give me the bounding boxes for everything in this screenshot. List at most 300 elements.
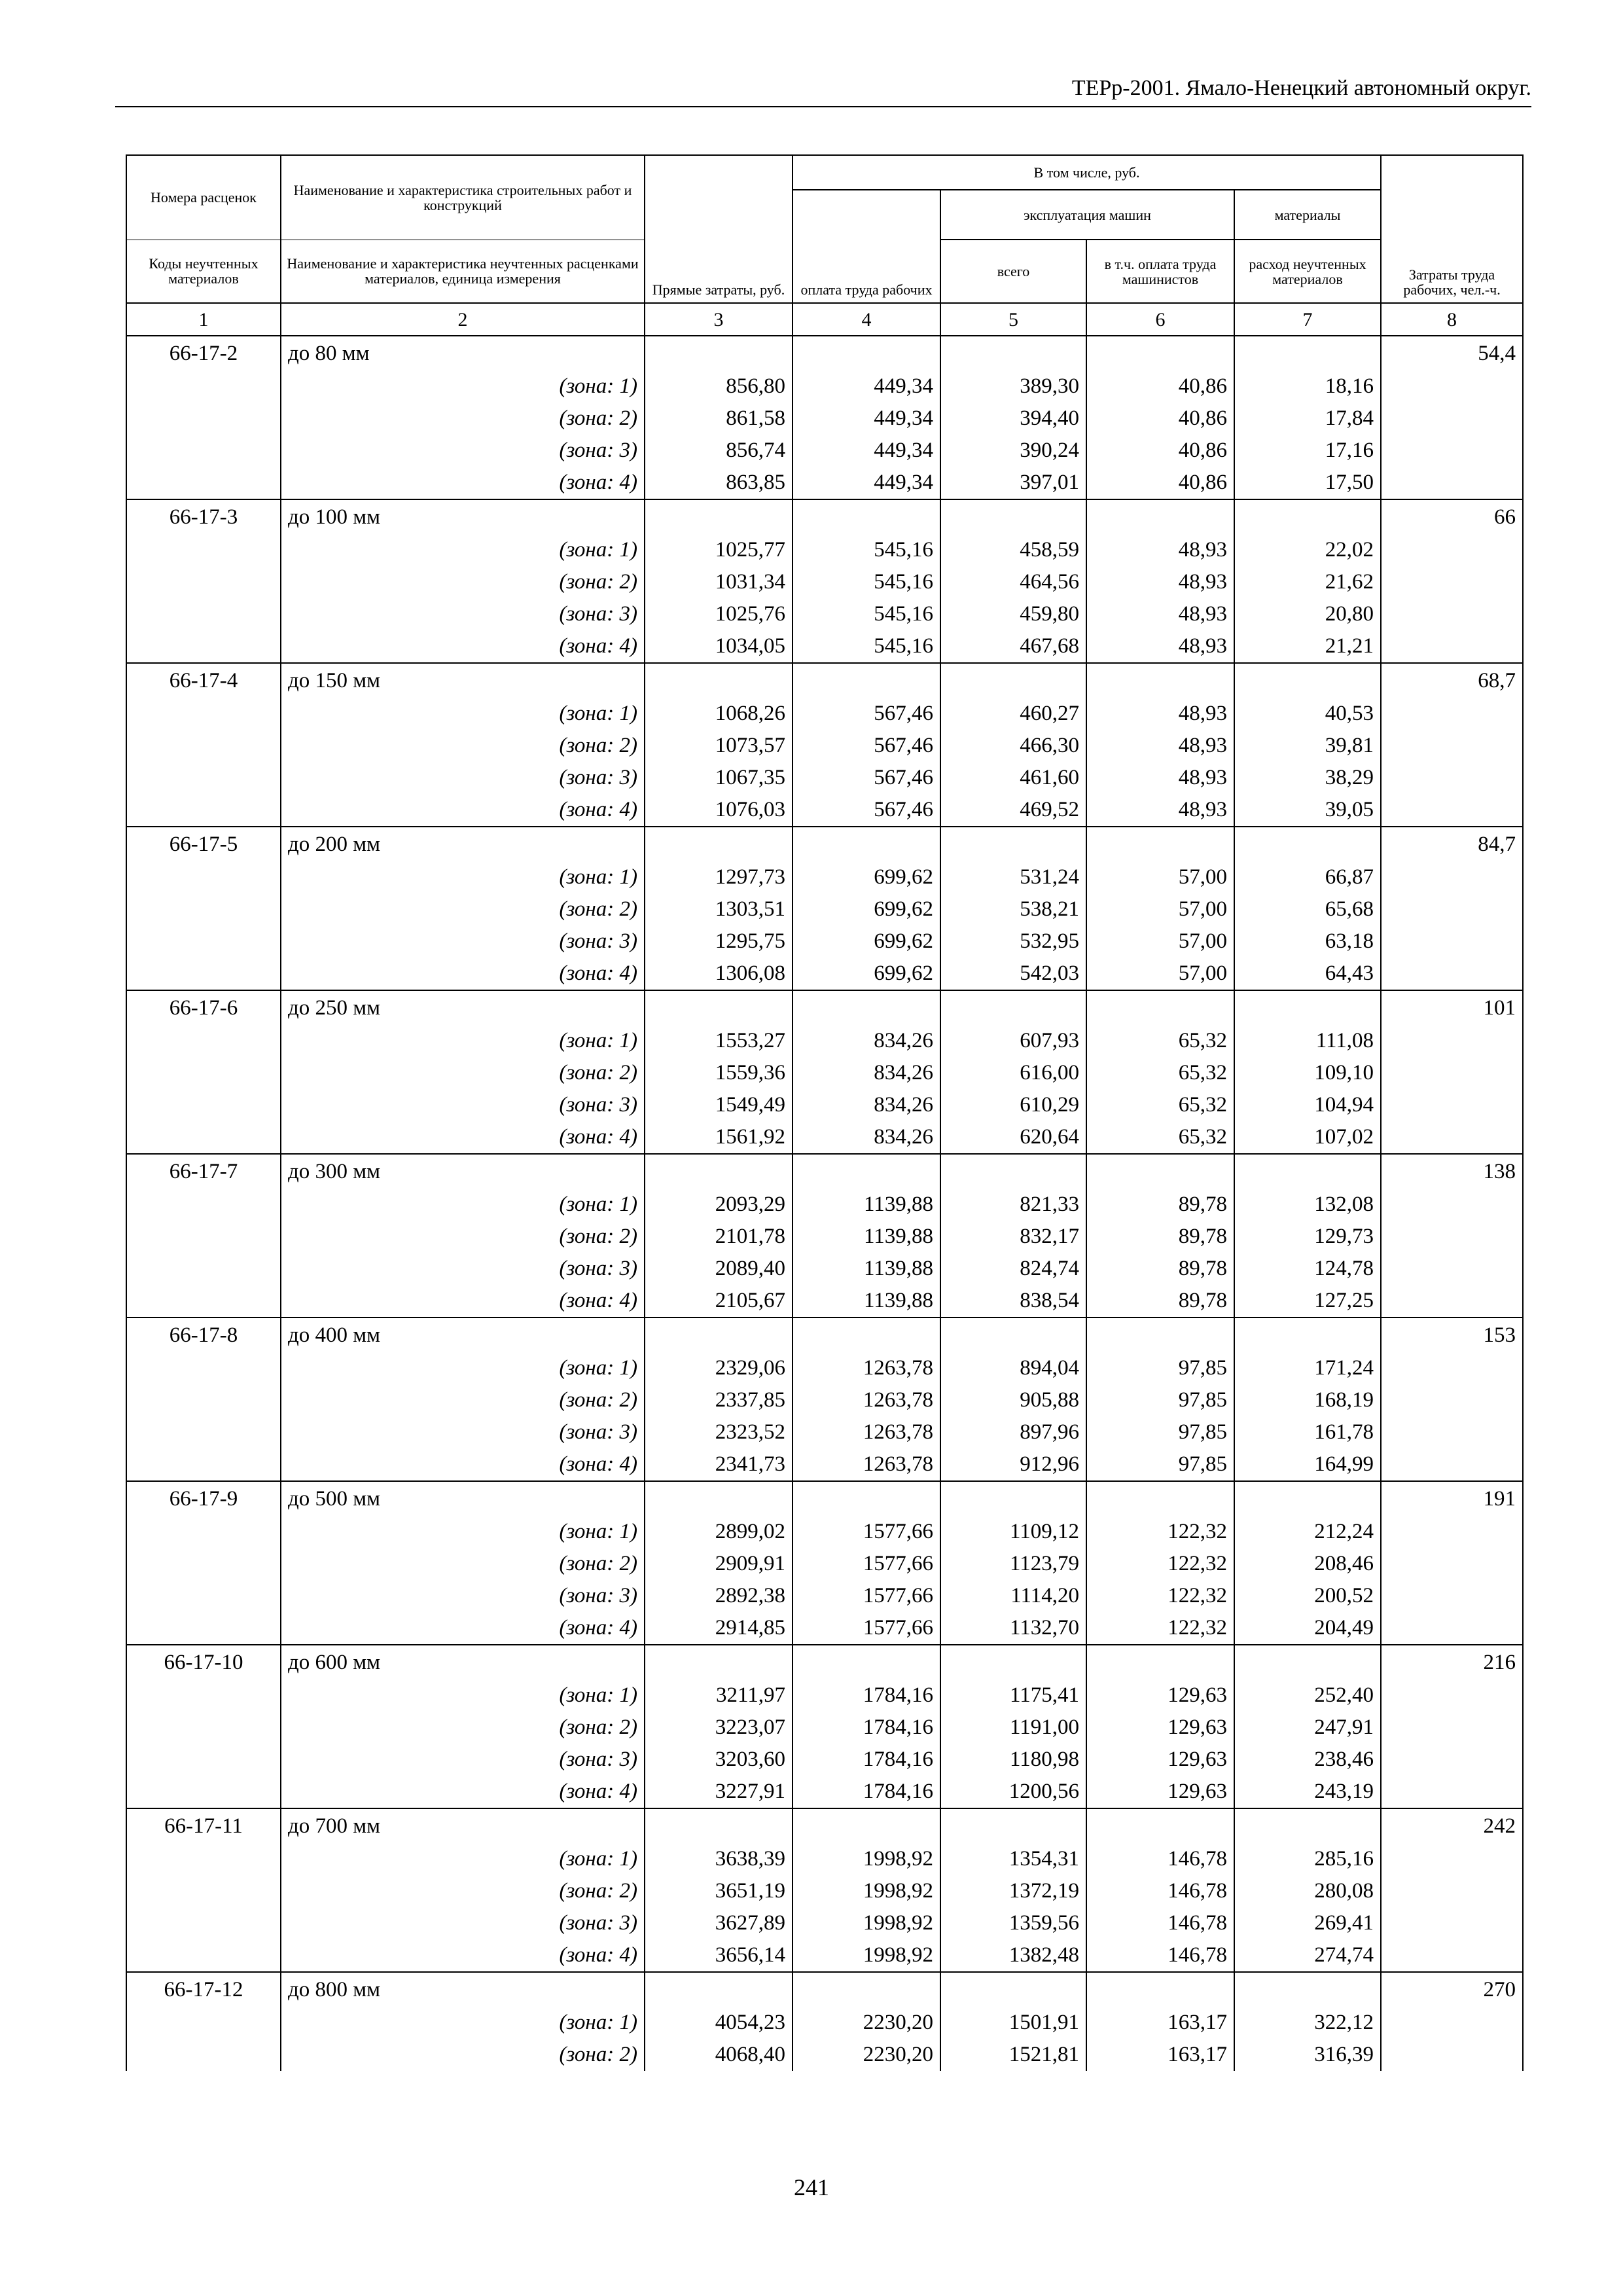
direct-costs: 861,58 [645,403,793,435]
empty-cell [1381,1089,1523,1121]
materials-cost: 200,52 [1234,1580,1381,1612]
machines-total: 390,24 [940,435,1086,467]
direct-costs: 1553,27 [645,1025,793,1057]
machines-total: 912,96 [940,1448,1086,1481]
header-rate-numbers: Номера расценок [126,155,281,240]
header-blank [1381,155,1523,190]
empty-cell [126,630,281,663]
direct-costs: 856,80 [645,370,793,403]
materials-cost: 65,68 [1234,893,1381,925]
direct-costs: 1031,34 [645,566,793,598]
machines-total: 458,59 [940,534,1086,566]
worker-wages: 1784,16 [793,1744,940,1776]
worker-wages: 1263,78 [793,1448,940,1481]
column-number: 8 [1381,303,1523,336]
worker-wages: 1998,92 [793,1875,940,1907]
rate-code: 66-17-4 [126,663,281,698]
machines-total: 1123,79 [940,1548,1086,1580]
worker-wages: 449,34 [793,467,940,499]
rate-name: до 800 мм [281,1972,645,2007]
operator-wages: 129,63 [1086,1679,1234,1712]
worker-wages: 2230,20 [793,2039,940,2071]
zone-label: (зона: 3) [281,1580,645,1612]
empty-cell [126,1516,281,1548]
rate-row [126,499,1523,534]
materials-cost: 104,94 [1234,1089,1381,1121]
empty-cell [126,1221,281,1253]
empty-cell [1381,1843,1523,1875]
rate-code: 66-17-8 [126,1318,281,1352]
machines-total: 616,00 [940,1057,1086,1089]
machines-total: 1175,41 [940,1679,1086,1712]
direct-costs: 2105,67 [645,1285,793,1318]
empty-cell [940,1808,1086,1843]
empty-cell [1234,1154,1381,1189]
materials-cost: 274,74 [1234,1939,1381,1972]
empty-cell [1086,990,1234,1025]
rate-code: 66-17-3 [126,499,281,534]
empty-cell [645,1318,793,1352]
worker-wages: 449,34 [793,370,940,403]
operator-wages: 40,86 [1086,435,1234,467]
empty-cell [645,990,793,1025]
zone-row [126,1843,1523,1875]
header-work-name: Наименование и характеристика строительных работ и конструкций [281,155,645,240]
zone-label: (зона: 2) [281,403,645,435]
machines-total: 607,93 [940,1025,1086,1057]
worker-wages: 449,34 [793,403,940,435]
empty-cell [126,435,281,467]
empty-cell [940,1154,1086,1189]
header-machines-total: всего [940,240,1086,303]
machines-total: 1382,48 [940,1939,1086,1972]
empty-cell [940,336,1086,370]
empty-cell [1234,663,1381,698]
empty-cell [940,1645,1086,1679]
zone-label: (зона: 2) [281,1384,645,1416]
header-blank [793,190,940,240]
rate-code: 66-17-10 [126,1645,281,1679]
materials-cost: 252,40 [1234,1679,1381,1712]
machines-total: 1132,70 [940,1612,1086,1645]
worker-wages: 1139,88 [793,1253,940,1285]
machines-total: 459,80 [940,598,1086,630]
empty-cell [126,730,281,762]
direct-costs: 2899,02 [645,1516,793,1548]
column-number: 4 [793,303,940,336]
empty-cell [1381,1121,1523,1154]
direct-costs: 1025,77 [645,534,793,566]
zone-label: (зона: 4) [281,1448,645,1481]
operator-wages: 40,86 [1086,467,1234,499]
operator-wages: 97,85 [1086,1384,1234,1416]
column-number: 1 [126,303,281,336]
materials-cost: 164,99 [1234,1448,1381,1481]
zone-row [126,861,1523,893]
materials-cost: 40,53 [1234,698,1381,730]
empty-cell [1234,1318,1381,1352]
rate-name: до 600 мм [281,1645,645,1679]
operator-wages: 129,63 [1086,1776,1234,1808]
empty-cell [1381,1712,1523,1744]
empty-cell [1381,534,1523,566]
materials-cost: 208,46 [1234,1548,1381,1580]
empty-cell [126,698,281,730]
empty-cell [126,1907,281,1939]
operator-wages: 57,00 [1086,893,1234,925]
rate-name: до 150 мм [281,663,645,698]
materials-cost: 243,19 [1234,1776,1381,1808]
empty-cell [1234,336,1381,370]
labor-costs: 101 [1381,990,1523,1025]
column-number: 5 [940,303,1086,336]
zone-row [126,2007,1523,2039]
direct-costs: 856,74 [645,435,793,467]
zone-row [126,1679,1523,1712]
empty-cell [1381,566,1523,598]
empty-cell [1086,1481,1234,1516]
empty-cell [793,1318,940,1352]
materials-cost: 17,16 [1234,435,1381,467]
empty-cell [793,499,940,534]
worker-wages: 1139,88 [793,1221,940,1253]
zone-label: (зона: 3) [281,435,645,467]
empty-cell [126,1352,281,1384]
operator-wages: 163,17 [1086,2039,1234,2071]
rates-table [126,154,1524,2071]
operator-wages: 122,32 [1086,1548,1234,1580]
zone-label: (зона: 3) [281,1744,645,1776]
rate-name: до 300 мм [281,1154,645,1189]
direct-costs: 1549,49 [645,1089,793,1121]
zone-label: (зона: 4) [281,1776,645,1808]
empty-cell [1086,1808,1234,1843]
zone-row [126,1253,1523,1285]
zone-row [126,1939,1523,1972]
header-material-consumption: расход неучтенных материалов [1234,240,1381,303]
materials-cost: 38,29 [1234,762,1381,794]
zone-label: (зона: 2) [281,730,645,762]
header-in-total: В том числе, руб. [793,155,1381,190]
empty-cell [1381,925,1523,958]
zone-row [126,566,1523,598]
rate-row [126,663,1523,698]
rate-code: 66-17-12 [126,1972,281,2007]
empty-cell [645,1481,793,1516]
empty-cell [645,827,793,861]
direct-costs: 1034,05 [645,630,793,663]
zone-label: (зона: 1) [281,1025,645,1057]
machines-total: 1372,19 [940,1875,1086,1907]
direct-costs: 1306,08 [645,958,793,990]
empty-cell [126,1776,281,1808]
empty-cell [126,1744,281,1776]
operator-wages: 89,78 [1086,1221,1234,1253]
direct-costs: 2101,78 [645,1221,793,1253]
materials-cost: 280,08 [1234,1875,1381,1907]
worker-wages: 449,34 [793,435,940,467]
empty-cell [126,598,281,630]
empty-cell [1381,1679,1523,1712]
empty-cell [940,1972,1086,2007]
worker-wages: 834,26 [793,1057,940,1089]
operator-wages: 65,32 [1086,1025,1234,1057]
operator-wages: 146,78 [1086,1843,1234,1875]
materials-cost: 127,25 [1234,1285,1381,1318]
direct-costs: 1559,36 [645,1057,793,1089]
operator-wages: 129,63 [1086,1712,1234,1744]
machines-total: 1200,56 [940,1776,1086,1808]
column-numbers-row [126,303,1523,336]
empty-cell [1381,1875,1523,1907]
machines-total: 894,04 [940,1352,1086,1384]
operator-wages: 40,86 [1086,370,1234,403]
empty-cell [793,1481,940,1516]
empty-cell [126,403,281,435]
worker-wages: 699,62 [793,861,940,893]
worker-wages: 1577,66 [793,1516,940,1548]
zone-row [126,1285,1523,1318]
direct-costs: 3223,07 [645,1712,793,1744]
empty-cell [940,663,1086,698]
direct-costs: 2093,29 [645,1189,793,1221]
operator-wages: 122,32 [1086,1612,1234,1645]
worker-wages: 1577,66 [793,1548,940,1580]
empty-cell [126,958,281,990]
direct-costs: 1025,76 [645,598,793,630]
zone-label: (зона: 4) [281,1121,645,1154]
zone-label: (зона: 4) [281,630,645,663]
empty-cell [793,827,940,861]
empty-cell [126,467,281,499]
rate-row [126,336,1523,370]
labor-costs: 216 [1381,1645,1523,1679]
header-blank [645,190,793,240]
zone-label: (зона: 2) [281,1057,645,1089]
machines-total: 1114,20 [940,1580,1086,1612]
materials-cost: 18,16 [1234,370,1381,403]
empty-cell [1234,1808,1381,1843]
zone-row [126,958,1523,990]
zone-row [126,1089,1523,1121]
materials-cost: 21,21 [1234,630,1381,663]
worker-wages: 699,62 [793,958,940,990]
empty-cell [126,1712,281,1744]
zone-label: (зона: 4) [281,1612,645,1645]
operator-wages: 97,85 [1086,1352,1234,1384]
empty-cell [793,663,940,698]
materials-cost: 66,87 [1234,861,1381,893]
zone-row [126,1744,1523,1776]
operator-wages: 48,93 [1086,762,1234,794]
direct-costs: 3656,14 [645,1939,793,1972]
empty-cell [126,1875,281,1907]
empty-cell [126,1679,281,1712]
empty-cell [1381,1253,1523,1285]
direct-costs: 2892,38 [645,1580,793,1612]
empty-cell [645,663,793,698]
empty-cell [1381,958,1523,990]
empty-cell [1381,1516,1523,1548]
machines-total: 389,30 [940,370,1086,403]
zone-label: (зона: 1) [281,698,645,730]
zone-label: (зона: 2) [281,1548,645,1580]
empty-cell [1381,1285,1523,1318]
empty-cell [1381,893,1523,925]
empty-cell [1234,990,1381,1025]
empty-cell [1234,827,1381,861]
zone-row [126,598,1523,630]
zone-label: (зона: 1) [281,1189,645,1221]
direct-costs: 2341,73 [645,1448,793,1481]
empty-cell [126,794,281,827]
empty-cell [1381,1448,1523,1481]
zone-row [126,1352,1523,1384]
worker-wages: 1998,92 [793,1939,940,1972]
materials-cost: 132,08 [1234,1189,1381,1221]
zone-row [126,534,1523,566]
direct-costs: 863,85 [645,467,793,499]
table-header [126,155,1523,336]
machines-total: 1359,56 [940,1907,1086,1939]
empty-cell [940,827,1086,861]
empty-cell [1381,730,1523,762]
rate-row [126,1154,1523,1189]
zone-row [126,794,1523,827]
empty-cell [126,1285,281,1318]
empty-cell [645,499,793,534]
operator-wages: 146,78 [1086,1939,1234,1972]
empty-cell [1381,2039,1523,2071]
operator-wages: 146,78 [1086,1907,1234,1939]
rate-name: до 700 мм [281,1808,645,1843]
zone-label: (зона: 1) [281,861,645,893]
empty-cell [126,1025,281,1057]
machines-total: 397,01 [940,467,1086,499]
labor-costs: 242 [1381,1808,1523,1843]
rate-row [126,827,1523,861]
worker-wages: 1139,88 [793,1189,940,1221]
empty-cell [1381,1907,1523,1939]
operator-wages: 48,93 [1086,794,1234,827]
empty-cell [940,990,1086,1025]
direct-costs: 2914,85 [645,1612,793,1645]
direct-costs: 2337,85 [645,1384,793,1416]
labor-costs: 191 [1381,1481,1523,1516]
zone-row [126,762,1523,794]
operator-wages: 57,00 [1086,925,1234,958]
rate-row [126,1972,1523,2007]
machines-total: 466,30 [940,730,1086,762]
operator-wages: 146,78 [1086,1875,1234,1907]
labor-costs: 68,7 [1381,663,1523,698]
empty-cell [126,893,281,925]
zone-label: (зона: 3) [281,598,645,630]
empty-cell [126,370,281,403]
direct-costs: 1303,51 [645,893,793,925]
empty-cell [1234,1481,1381,1516]
empty-cell [1234,1972,1381,2007]
machines-total: 821,33 [940,1189,1086,1221]
zone-row [126,1189,1523,1221]
rate-name: до 100 мм [281,499,645,534]
empty-cell [645,336,793,370]
operator-wages: 65,32 [1086,1121,1234,1154]
zone-label: (зона: 1) [281,1516,645,1548]
zone-label: (зона: 4) [281,794,645,827]
rate-code: 66-17-5 [126,827,281,861]
materials-cost: 129,73 [1234,1221,1381,1253]
zone-label: (зона: 1) [281,1843,645,1875]
direct-costs: 4068,40 [645,2039,793,2071]
labor-costs: 66 [1381,499,1523,534]
header-material-names: Наименование и характеристика неучтенных расценками материалов, единица измерения [281,240,645,303]
direct-costs: 4054,23 [645,2007,793,2039]
direct-costs: 1068,26 [645,698,793,730]
empty-cell [1234,1645,1381,1679]
header-operator-wages: в т.ч. оплата труда машинистов [1086,240,1234,303]
rate-code: 66-17-6 [126,990,281,1025]
empty-cell [1381,1025,1523,1057]
zone-row [126,1776,1523,1808]
empty-cell [126,1416,281,1448]
zone-label: (зона: 1) [281,1352,645,1384]
empty-cell [1381,1057,1523,1089]
zone-label: (зона: 1) [281,1679,645,1712]
column-number: 7 [1234,303,1381,336]
operator-wages: 48,93 [1086,598,1234,630]
materials-cost: 171,24 [1234,1352,1381,1384]
worker-wages: 834,26 [793,1025,940,1057]
zone-row [126,435,1523,467]
zone-label: (зона: 1) [281,534,645,566]
column-number: 3 [645,303,793,336]
empty-cell [126,762,281,794]
zone-row [126,630,1523,663]
materials-cost: 161,78 [1234,1416,1381,1448]
empty-cell [126,566,281,598]
direct-costs: 1297,73 [645,861,793,893]
empty-cell [126,1253,281,1285]
zone-row [126,1384,1523,1416]
direct-costs: 3211,97 [645,1679,793,1712]
zone-label: (зона: 2) [281,893,645,925]
rate-row [126,1481,1523,1516]
empty-cell [1086,336,1234,370]
rate-row [126,1645,1523,1679]
machines-total: 467,68 [940,630,1086,663]
direct-costs: 3651,19 [645,1875,793,1907]
zone-row [126,893,1523,925]
materials-cost: 124,78 [1234,1253,1381,1285]
operator-wages: 89,78 [1086,1189,1234,1221]
machines-total: 905,88 [940,1384,1086,1416]
labor-costs: 270 [1381,1972,1523,2007]
empty-cell [1381,630,1523,663]
zone-row [126,1121,1523,1154]
empty-cell [940,1318,1086,1352]
materials-cost: 168,19 [1234,1384,1381,1416]
empty-cell [126,1939,281,1972]
rate-row [126,1318,1523,1352]
operator-wages: 48,93 [1086,730,1234,762]
page-number: 241 [794,2174,829,2200]
empty-cell [1381,370,1523,403]
worker-wages: 1784,16 [793,1679,940,1712]
header-blank [645,155,793,190]
machines-total: 832,17 [940,1221,1086,1253]
empty-cell [1381,1744,1523,1776]
